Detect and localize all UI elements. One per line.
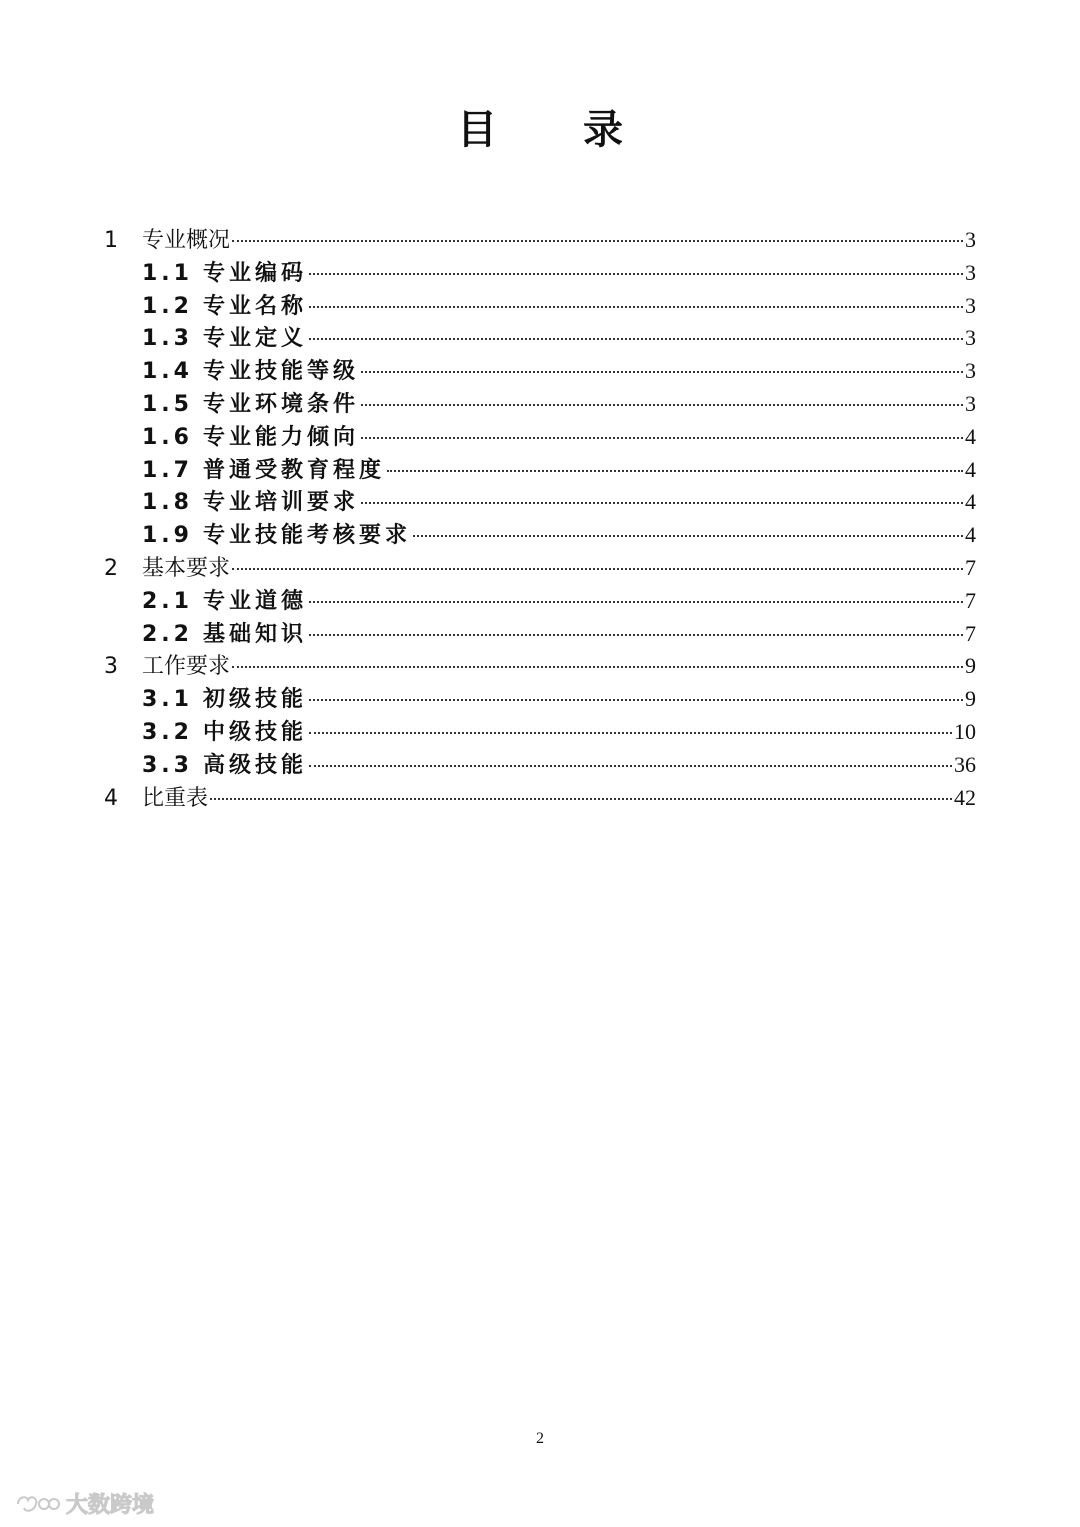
toc-entry-number: 1.2 xyxy=(142,293,193,319)
toc-entry[interactable] xyxy=(104,552,976,585)
brand-logo-icon xyxy=(12,1492,60,1516)
toc-entry-label: 专业道德 xyxy=(202,588,307,614)
toc-entry-number: 3.2 xyxy=(142,719,193,745)
toc-entry-label: 基础知识 xyxy=(202,621,307,647)
toc-entry-number: 2.2 xyxy=(142,621,193,647)
toc-entry-label: 专业技能考核要求 xyxy=(202,523,411,549)
toc-entry[interactable] xyxy=(104,290,976,323)
toc-entry[interactable] xyxy=(104,749,976,782)
toc-entry-page: 9 xyxy=(965,686,976,712)
toc-dot-leader xyxy=(210,798,952,800)
toc-entry[interactable] xyxy=(104,421,976,454)
toc-entry-page: 7 xyxy=(965,620,976,646)
toc-entry-label: 中级技能 xyxy=(202,719,307,745)
toc-dot-leader xyxy=(232,240,963,242)
toc-entry[interactable] xyxy=(104,224,976,257)
toc-entry-label: 专业概况 xyxy=(142,228,231,253)
toc-entry[interactable] xyxy=(104,782,976,815)
toc-entry-number: 1 xyxy=(104,228,118,253)
toc-dot-leader xyxy=(387,470,963,472)
toc-entry-number: 1.1 xyxy=(142,260,193,286)
toc-entry-page: 3 xyxy=(965,259,976,285)
toc-entry-label: 专业能力倾向 xyxy=(202,424,359,450)
toc-entry[interactable] xyxy=(104,388,976,421)
toc-dot-leader xyxy=(309,306,963,308)
watermark xyxy=(12,1488,154,1519)
toc-entry-number: 1.4 xyxy=(142,359,193,385)
toc-entry[interactable] xyxy=(104,585,976,618)
toc-entry-page: 4 xyxy=(965,423,976,449)
toc-dot-leader xyxy=(413,535,963,537)
toc-entry-page: 3 xyxy=(965,358,976,384)
page-number: 2 xyxy=(536,1430,544,1447)
toc-entry[interactable] xyxy=(104,519,976,552)
toc-entry-label: 专业编码 xyxy=(202,260,307,286)
toc-entry-number: 2 xyxy=(104,555,118,581)
toc-dot-leader xyxy=(309,732,952,734)
toc-entry-label: 基本要求 xyxy=(142,555,231,581)
toc-entry-page: 3 xyxy=(965,292,976,318)
toc-entry-page: 4 xyxy=(965,489,976,515)
watermark-text: 大数跨境 xyxy=(66,1493,155,1518)
toc-entry-label: 专业定义 xyxy=(202,326,307,352)
toc-dot-leader xyxy=(309,765,952,767)
toc-entry[interactable] xyxy=(104,683,976,716)
toc-entry-page: 7 xyxy=(965,554,976,580)
toc-dot-leader xyxy=(309,634,963,636)
toc-entry-number: 1.6 xyxy=(142,424,193,450)
toc-entry-number: 1.8 xyxy=(142,490,193,516)
toc-entry-label: 专业环境条件 xyxy=(202,391,359,417)
toc-entry-number: 1.7 xyxy=(142,457,193,483)
toc-dot-leader xyxy=(232,568,963,570)
toc-dot-leader xyxy=(361,404,963,406)
toc-dot-leader xyxy=(361,437,963,439)
toc-entry-label: 工作要求 xyxy=(142,654,231,680)
toc-entry-label: 专业培训要求 xyxy=(202,490,359,516)
toc-entry-number: 1.3 xyxy=(142,326,193,352)
toc-dot-leader xyxy=(232,666,963,668)
toc-entry[interactable] xyxy=(104,355,976,388)
toc-entry-number: 3 xyxy=(104,654,118,680)
toc-entry-number: 4 xyxy=(104,785,118,811)
toc-entry-page: 3 xyxy=(965,390,976,416)
toc-entry[interactable] xyxy=(104,650,976,683)
toc-dot-leader xyxy=(309,338,963,340)
toc-dot-leader xyxy=(361,371,963,373)
toc-entry-page: 7 xyxy=(965,587,976,613)
toc-entry-page: 4 xyxy=(965,456,976,482)
toc-entry-number: 3.1 xyxy=(142,687,193,713)
toc-entry-number: 1.5 xyxy=(142,391,193,417)
toc-entry-page: 42 xyxy=(954,784,976,810)
toc-dot-leader xyxy=(309,273,963,275)
toc-entry-label: 初级技能 xyxy=(202,687,307,713)
toc-entry-page: 3 xyxy=(965,325,976,351)
toc-entry-page: 9 xyxy=(965,653,976,679)
toc-entry-page: 10 xyxy=(954,718,976,744)
toc-entry-label: 比重表 xyxy=(142,785,209,811)
toc-entry-label: 普通受教育程度 xyxy=(202,457,385,483)
toc-entry-number: 1.9 xyxy=(142,523,193,549)
toc-entry[interactable] xyxy=(104,322,976,355)
toc-entry-number: 2.1 xyxy=(142,588,193,614)
toc-dot-leader xyxy=(309,601,963,603)
toc-entry[interactable] xyxy=(104,486,976,519)
toc-entry[interactable] xyxy=(104,454,976,487)
toc-entry-label: 高级技能 xyxy=(202,752,307,778)
toc-entry[interactable] xyxy=(104,257,976,290)
page-title: 目 录 xyxy=(457,107,659,153)
toc-entry-page: 4 xyxy=(965,522,976,548)
toc-dot-leader xyxy=(309,699,963,701)
toc-dot-leader xyxy=(361,502,963,504)
toc-entry-page: 36 xyxy=(954,751,976,777)
toc-entry-label: 专业名称 xyxy=(202,293,307,319)
toc-entry-label: 专业技能等级 xyxy=(202,359,359,385)
toc-entry[interactable] xyxy=(104,716,976,749)
toc-entry-page: 3 xyxy=(965,227,976,252)
toc-entry[interactable] xyxy=(104,618,976,651)
table-of-contents xyxy=(104,224,976,814)
toc-entry-number: 3.3 xyxy=(142,752,193,778)
